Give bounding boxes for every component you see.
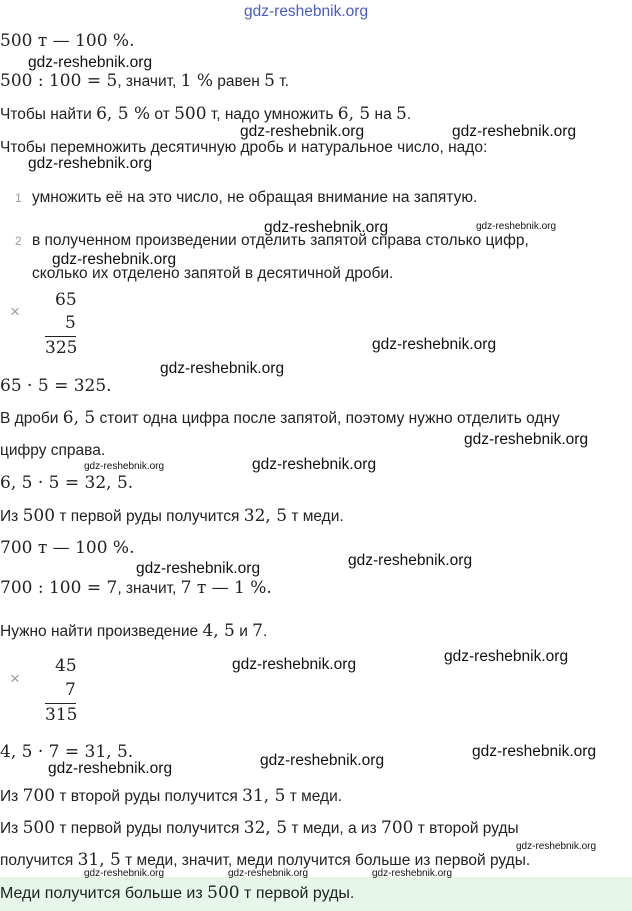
watermark: gdz-reshebnik.org <box>464 431 589 448</box>
watermark: gdz-reshebnik.org <box>516 841 597 852</box>
mult2-result: 315 <box>45 705 78 725</box>
watermark: gdz-reshebnik.org <box>244 3 369 20</box>
rule-step-1: умножить её на это число, не обращая внимание на запятую. <box>32 189 478 206</box>
rule-step-2-line-2: сколько их отделено запятой в десятичной дроби. <box>32 265 394 282</box>
watermark: gdz-reshebnik.org <box>348 552 473 569</box>
solution-line-11: Нужно найти произведение 4, 5 и 7. <box>0 621 268 641</box>
watermark: gdz-reshebnik.org <box>372 868 453 879</box>
watermark: gdz-reshebnik.org <box>28 54 153 71</box>
watermark: gdz-reshebnik.org <box>28 155 153 172</box>
step-number-2: 2 <box>15 234 22 248</box>
rule-intro: Чтобы перемножить десятичную дробь и натуральное число, надо: <box>0 139 488 156</box>
watermark: gdz-reshebnik.org <box>472 743 597 760</box>
watermark: gdz-reshebnik.org <box>476 221 557 232</box>
solution-line-7: 6, 5 · 5 = 32, 5. <box>0 473 134 493</box>
watermark: gdz-reshebnik.org <box>160 360 285 377</box>
solution-line-2: 500 : 100 = 5, значит, 1 % равен 5 т. <box>0 71 289 91</box>
watermark: gdz-reshebnik.org <box>52 251 177 268</box>
solution-line-6b: цифру справа. <box>0 442 106 459</box>
mult1-bar <box>45 336 76 337</box>
mult2-mid: 7 <box>65 680 76 700</box>
watermark: gdz-reshebnik.org <box>444 648 569 665</box>
answer-text: Меди получится больше из 500 т первой руды. <box>0 883 355 903</box>
watermark: gdz-reshebnik.org <box>260 752 385 769</box>
watermark: gdz-reshebnik.org <box>228 868 309 879</box>
solution-line-14a: Из 500 т первой руды получится 32, 5 т меди, а из 700 т второй руды <box>0 818 519 838</box>
watermark: gdz-reshebnik.org <box>232 656 357 673</box>
watermark: gdz-reshebnik.org <box>240 123 365 140</box>
solution-line-10: 700 : 100 = 7, значит, 7 т — 1 %. <box>0 578 272 598</box>
mult1-top: 65 <box>55 290 77 310</box>
mult2-bar <box>45 703 76 704</box>
step-number-1: 1 <box>15 191 22 205</box>
watermark: gdz-reshebnik.org <box>252 456 377 473</box>
solution-line-3: Чтобы найти 6, 5 % от 500 т, надо умножить 6, 5 на 5. <box>0 104 412 124</box>
watermark: gdz-reshebnik.org <box>48 760 173 777</box>
watermark: gdz-reshebnik.org <box>136 560 261 577</box>
watermark: gdz-reshebnik.org <box>84 461 165 472</box>
solution-line-13: Из 700 т второй руды получится 31, 5 т меди. <box>0 786 343 806</box>
solution-line-5: 65 · 5 = 325. <box>0 376 112 396</box>
watermark: gdz-reshebnik.org <box>84 868 165 879</box>
watermark: gdz-reshebnik.org <box>452 123 577 140</box>
given-line-9: 700 т — 100 %. <box>0 538 135 558</box>
solution-line-6a: В дроби 6, 5 стоит одна цифра после запятой, поэтому нужно отделить одну <box>0 408 560 428</box>
mult2-top: 45 <box>55 656 77 676</box>
multiply-sign-icon: × <box>10 669 20 688</box>
multiply-sign-icon: × <box>10 302 20 321</box>
given-line-1: 500 т — 100 %. <box>0 31 135 51</box>
solution-line-8: Из 500 т первой руды получится 32, 5 т меди. <box>0 506 344 526</box>
mult1-mid: 5 <box>65 313 76 333</box>
mult1-result: 325 <box>45 338 78 358</box>
rule-step-2-line-1: в полученном произведении отделить запятой справа столько цифр, <box>32 232 529 249</box>
answer-box <box>0 877 632 911</box>
watermark: gdz-reshebnik.org <box>264 219 389 236</box>
solution-line-14b: получится 31, 5 т меди, значит, меди получится больше из первой руды. <box>0 850 531 870</box>
solution-line-12: 4, 5 · 7 = 31, 5. <box>0 742 134 762</box>
watermark: gdz-reshebnik.org <box>372 336 497 353</box>
